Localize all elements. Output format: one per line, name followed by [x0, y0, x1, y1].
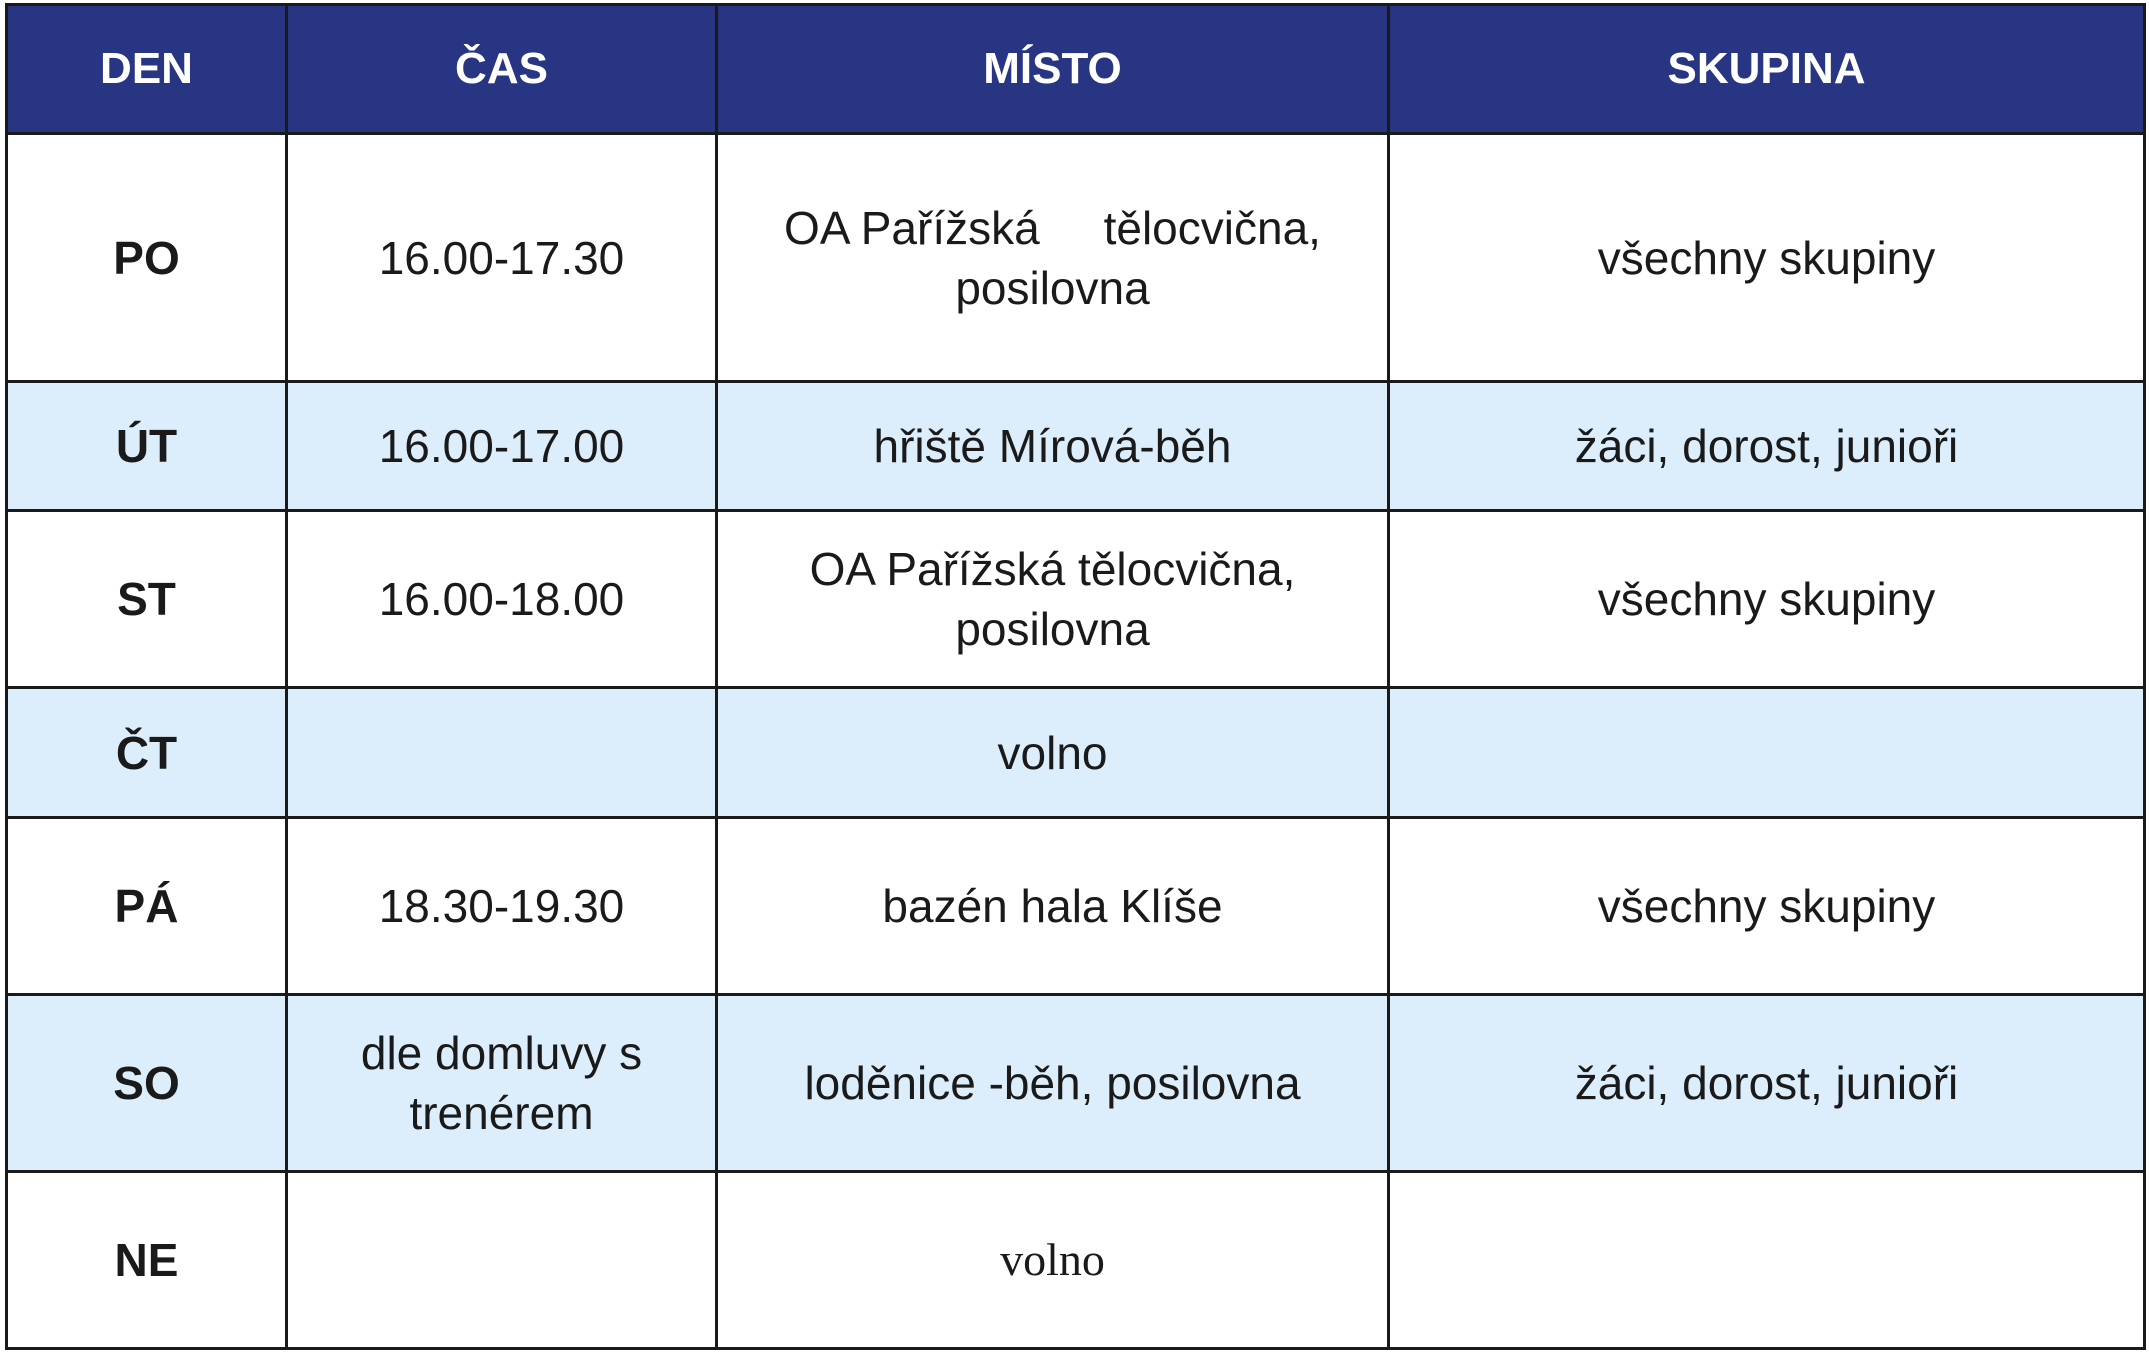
day-cell: PÁ — [7, 818, 287, 995]
place-cell: OA Pařížská tělocvična, posilovna — [717, 511, 1389, 688]
place-cell: volno — [717, 1172, 1389, 1349]
time-cell: 18.30-19.30 — [287, 818, 717, 995]
column-header-place: MÍSTO — [717, 5, 1389, 134]
column-header-time: ČAS — [287, 5, 717, 134]
place-cell: OA Pařížská tělocvična, posilovna — [717, 134, 1389, 382]
time-cell — [287, 1172, 717, 1349]
day-cell: ÚT — [7, 382, 287, 511]
day-cell: ST — [7, 511, 287, 688]
group-cell: žáci, dorost, junioři — [1389, 382, 2145, 511]
group-cell — [1389, 688, 2145, 818]
column-header-day: DEN — [7, 5, 287, 134]
place-cell: hřiště Mírová-běh — [717, 382, 1389, 511]
table-row — [7, 818, 2145, 995]
group-cell: všechny skupiny — [1389, 511, 2145, 688]
table-row — [7, 382, 2145, 511]
place-cell: bazén hala Klíše — [717, 818, 1389, 995]
place-cell: loděnice -běh, posilovna — [717, 995, 1389, 1172]
time-cell: 16.00-17.30 — [287, 134, 717, 382]
time-cell: 16.00-17.00 — [287, 382, 717, 511]
header-row — [7, 5, 2145, 134]
table-row — [7, 995, 2145, 1172]
group-cell: všechny skupiny — [1389, 818, 2145, 995]
time-cell — [287, 688, 717, 818]
day-cell: NE — [7, 1172, 287, 1349]
group-cell: všechny skupiny — [1389, 134, 2145, 382]
day-cell: ČT — [7, 688, 287, 818]
table-row — [7, 688, 2145, 818]
group-cell — [1389, 1172, 2145, 1349]
day-cell: PO — [7, 134, 287, 382]
time-cell: dle domluvy s trenérem — [287, 995, 717, 1172]
column-header-group: SKUPINA — [1389, 5, 2145, 134]
table-row — [7, 1172, 2145, 1349]
group-cell: žáci, dorost, junioři — [1389, 995, 2145, 1172]
table-row — [7, 134, 2145, 382]
table-row — [7, 511, 2145, 688]
training-schedule-table — [5, 3, 2146, 1350]
time-cell: 16.00-18.00 — [287, 511, 717, 688]
day-cell: SO — [7, 995, 287, 1172]
place-cell: volno — [717, 688, 1389, 818]
